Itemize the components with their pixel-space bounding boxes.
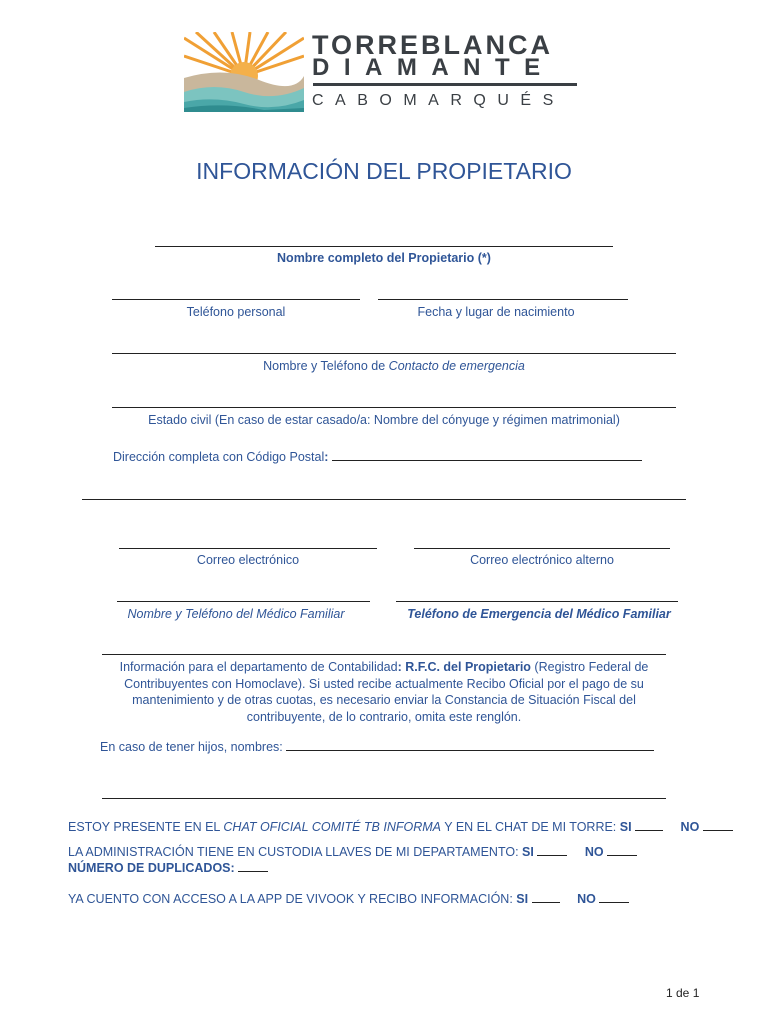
sunrise-logo-icon bbox=[184, 32, 304, 112]
children-field[interactable] bbox=[286, 750, 654, 751]
email-alt-field[interactable] bbox=[414, 548, 670, 549]
q2-text: LA ADMINISTRACIÓN TIENE EN CUSTODIA LLAVES DE MI DEPARTAMENTO: bbox=[68, 845, 523, 859]
q2-no-label: NO bbox=[584, 845, 604, 859]
owner-name-field[interactable] bbox=[155, 246, 613, 247]
birth-field[interactable] bbox=[378, 299, 628, 300]
doctor-field[interactable] bbox=[117, 601, 370, 602]
children-field-line2[interactable] bbox=[102, 798, 666, 799]
emergency-contact-field[interactable] bbox=[112, 353, 676, 354]
q3-no-label: NO bbox=[577, 892, 596, 906]
address-row bbox=[113, 450, 642, 464]
page-number: 1 de 1 bbox=[666, 986, 700, 1000]
doctor-label: Nombre y Teléfono del Médico Familiar bbox=[127, 607, 345, 621]
emergency-contact-label bbox=[112, 359, 676, 373]
emergency-label-italic: Contacto de emergencia bbox=[388, 359, 525, 373]
accounting-text-1: Información para el departamento de Contabilidad bbox=[119, 660, 398, 674]
question-app bbox=[68, 892, 629, 906]
q2-no-field[interactable] bbox=[607, 855, 637, 856]
brand-divider bbox=[313, 83, 577, 86]
q3-no-field[interactable] bbox=[599, 902, 629, 903]
q1-yes-field[interactable] bbox=[635, 830, 663, 831]
children-row bbox=[100, 740, 654, 754]
question-duplicates bbox=[68, 861, 268, 875]
accounting-paragraph bbox=[92, 659, 676, 725]
q3-yes-field[interactable] bbox=[532, 902, 560, 903]
phone-label: Teléfono personal bbox=[186, 305, 286, 319]
email-label: Correo electrónico bbox=[196, 553, 300, 567]
address-field[interactable] bbox=[332, 460, 642, 461]
q3-text: YA CUENTO CON ACCESO A LA APP DE VIVOOK Y RECIBO INFORMACIÓN: bbox=[68, 892, 517, 906]
accounting-text-2: (Registro Federal de Contribuyentes con Homoclave). Si usted recibe actualmente Recibo Oficial por el pago de su mantenimiento y de otras cuotas, es necesario enviar la Constancia de Situación Fiscal del contribuyente, de lo contrario, omita este renglón. bbox=[124, 660, 649, 724]
birth-label: Fecha y lugar de nacimiento bbox=[417, 305, 575, 319]
question-chat bbox=[68, 820, 733, 834]
address-label: Dirección completa con Código Postal bbox=[113, 450, 325, 464]
doctor-phone-label: Teléfono de Emergencia del Médico Familiar bbox=[407, 607, 671, 621]
children-label: En caso de tener hijos, nombres: bbox=[100, 740, 287, 754]
q3-yes-label: SI bbox=[516, 892, 529, 906]
rfc-field[interactable] bbox=[102, 654, 666, 655]
q1-chat-name: CHAT OFICIAL COMITÉ TB INFORMA bbox=[223, 820, 441, 834]
doctor-phone-field[interactable] bbox=[396, 601, 678, 602]
q2-duplicates-field[interactable] bbox=[238, 871, 268, 872]
q1-text-a: ESTOY PRESENTE EN EL bbox=[68, 820, 224, 834]
brand-name-line1: TORREBLANCA bbox=[312, 30, 553, 60]
q2-yes-field[interactable] bbox=[537, 855, 567, 856]
owner-name-label: Nombre completo del Propietario (*) bbox=[277, 251, 491, 265]
q1-yes-label: SI bbox=[619, 820, 632, 834]
email-alt-label: Correo electrónico alterno bbox=[470, 553, 614, 567]
emergency-label-prefix: Nombre y Teléfono de bbox=[263, 359, 389, 373]
brand-name-line2: DIAMANTE bbox=[312, 54, 555, 81]
q2-yes-label: SI bbox=[522, 845, 534, 859]
q1-no-label: NO bbox=[680, 820, 700, 834]
accounting-rfc: : R.F.C. del Propietario bbox=[397, 660, 531, 674]
phone-field[interactable] bbox=[112, 299, 360, 300]
q2-duplicates-label: NÚMERO DE DUPLICADOS: bbox=[68, 861, 235, 875]
q1-no-field[interactable] bbox=[703, 830, 733, 831]
page-title: INFORMACIÓN DEL PROPIETARIO bbox=[196, 158, 572, 184]
email-field[interactable] bbox=[119, 548, 377, 549]
civil-status-label: Estado civil (En caso de estar casado/a: Nombre del cónyuge y régimen matrimonial) bbox=[148, 413, 620, 427]
address-colon: : bbox=[324, 450, 329, 464]
address-field-line2[interactable] bbox=[82, 499, 686, 500]
q1-text-c: Y EN EL CHAT DE MI TORRE: bbox=[441, 820, 620, 834]
question-keys bbox=[68, 845, 637, 859]
brand-name-line3: CABOMARQUÉS bbox=[312, 92, 565, 109]
civil-status-field[interactable] bbox=[112, 407, 676, 408]
